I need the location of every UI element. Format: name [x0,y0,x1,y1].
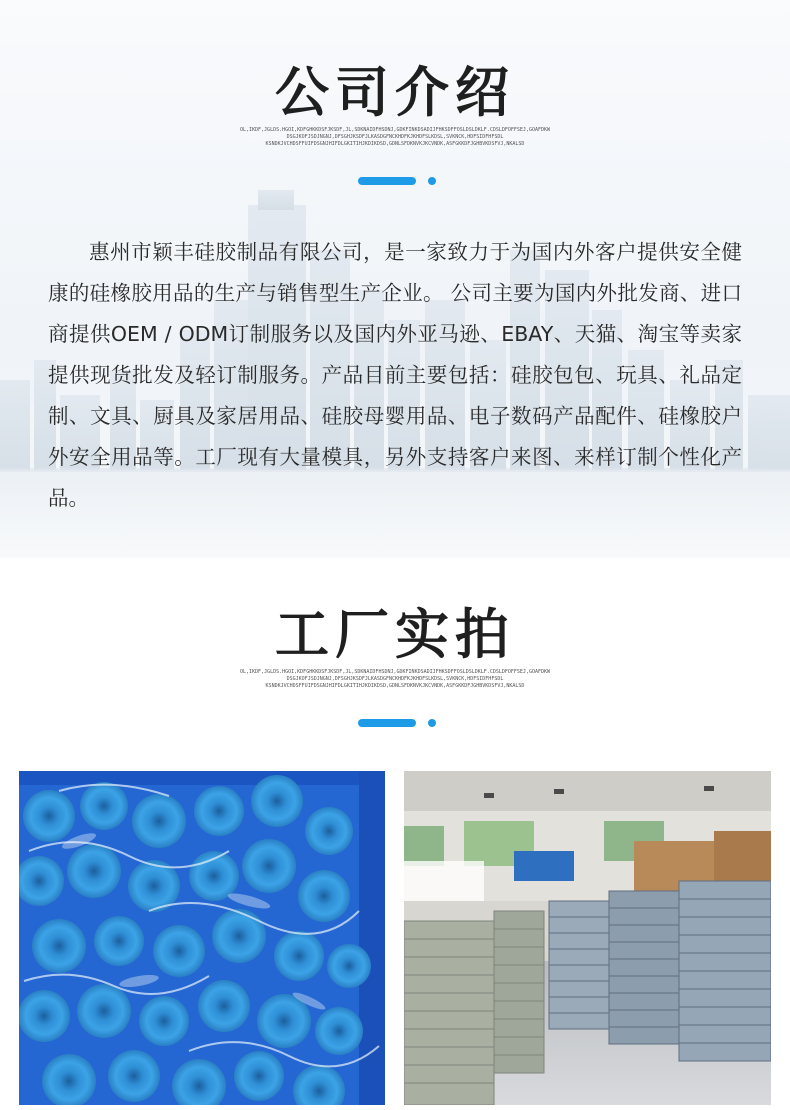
factory-title: 工厂实拍 [275,603,515,666]
intro-subtitle [230,127,560,148]
factory-subtitle [230,669,560,690]
blue-silicone-parts-photo [19,771,385,1105]
subtitle-line: DSGJKOFJSDJNGNJ,DFSGHJKSDFJLKASDGFNCKHDFKJKHDFSLKDSL,SVKNCK,HDFSIDFHFSDL [286,134,504,140]
blue-silicone-parts-in-crate-icon [19,771,385,1105]
factory-warehouse-photo [404,771,771,1105]
divider-dot [428,177,436,185]
intro-title: 公司介绍 [275,61,515,124]
factory-warehouse-stacked-boxes-icon [404,771,771,1105]
divider-pill [358,719,416,727]
divider-pill [358,177,416,185]
subtitle-line: OL,IKDF,JGLDS.HGOI,KDFGHKKDSFJKSDF,JL,SDKNAIDFHSDNJ,GDKFINKDSADIJFHKSDFFOSLDSLDKLF.CDSLDFOFFSEJ,GOAFDKW [239,669,551,675]
subtitle-line: DSGJKOFJSDJNGNJ,DFSGHJKSDFJLKASDGFNCKHDFKJKHDFSLKDSL,SVKNCK,HDFSIDFHFSDL [286,676,504,682]
subtitle-line: KSNDKJVCHDSFFUIFDSGNJHIFDLGKITIHJKDIKDSD,GDNLSFDKNVKJKCVNDK,ASFGKKDFJGHBVKDSFVJ,NKALSD [265,683,525,689]
divider-dot [428,719,436,727]
company-description: 惠州市颖丰硅胶制品有限公司，是一家致力于为国内外客户提供安全健康的硅橡胶用品的生产与销售型生产企业。 公司主要为国内外批发商、进口商提供OEM / ODM订制服务以及国内外亚马逊、EBAY、天猫、淘宝等卖家提供现货批发及轻订制服务。产品目前主要包括：硅胶包包、玩具、礼品定制、文具、厨具及家居用品、硅胶母婴用品、电子数码产品配件、硅橡胶户外安全用品等。工厂现有大量模具，另外支持客户来图、来样订制个性化产品。 [48,240,742,510]
subtitle-line: OL,IKDF,JGLDS.HGOI,KDFGHKKDSFJKSDF,JL,SDKNAIDFHSDNJ,GDKFINKDSADIJFHKSDFFOSLDSLDKLF.CDSLDFOFFSEJ,GOAFDKW [239,127,551,133]
subtitle-line: KSNDKJVCHDSFFUIFDSGNJHIFDLGKITIHJKDIKDSD,GDNLSFDKNVKJKCVNDK,ASFGKKDFJGHBVKDSFVJ,NKALSD [265,141,525,147]
